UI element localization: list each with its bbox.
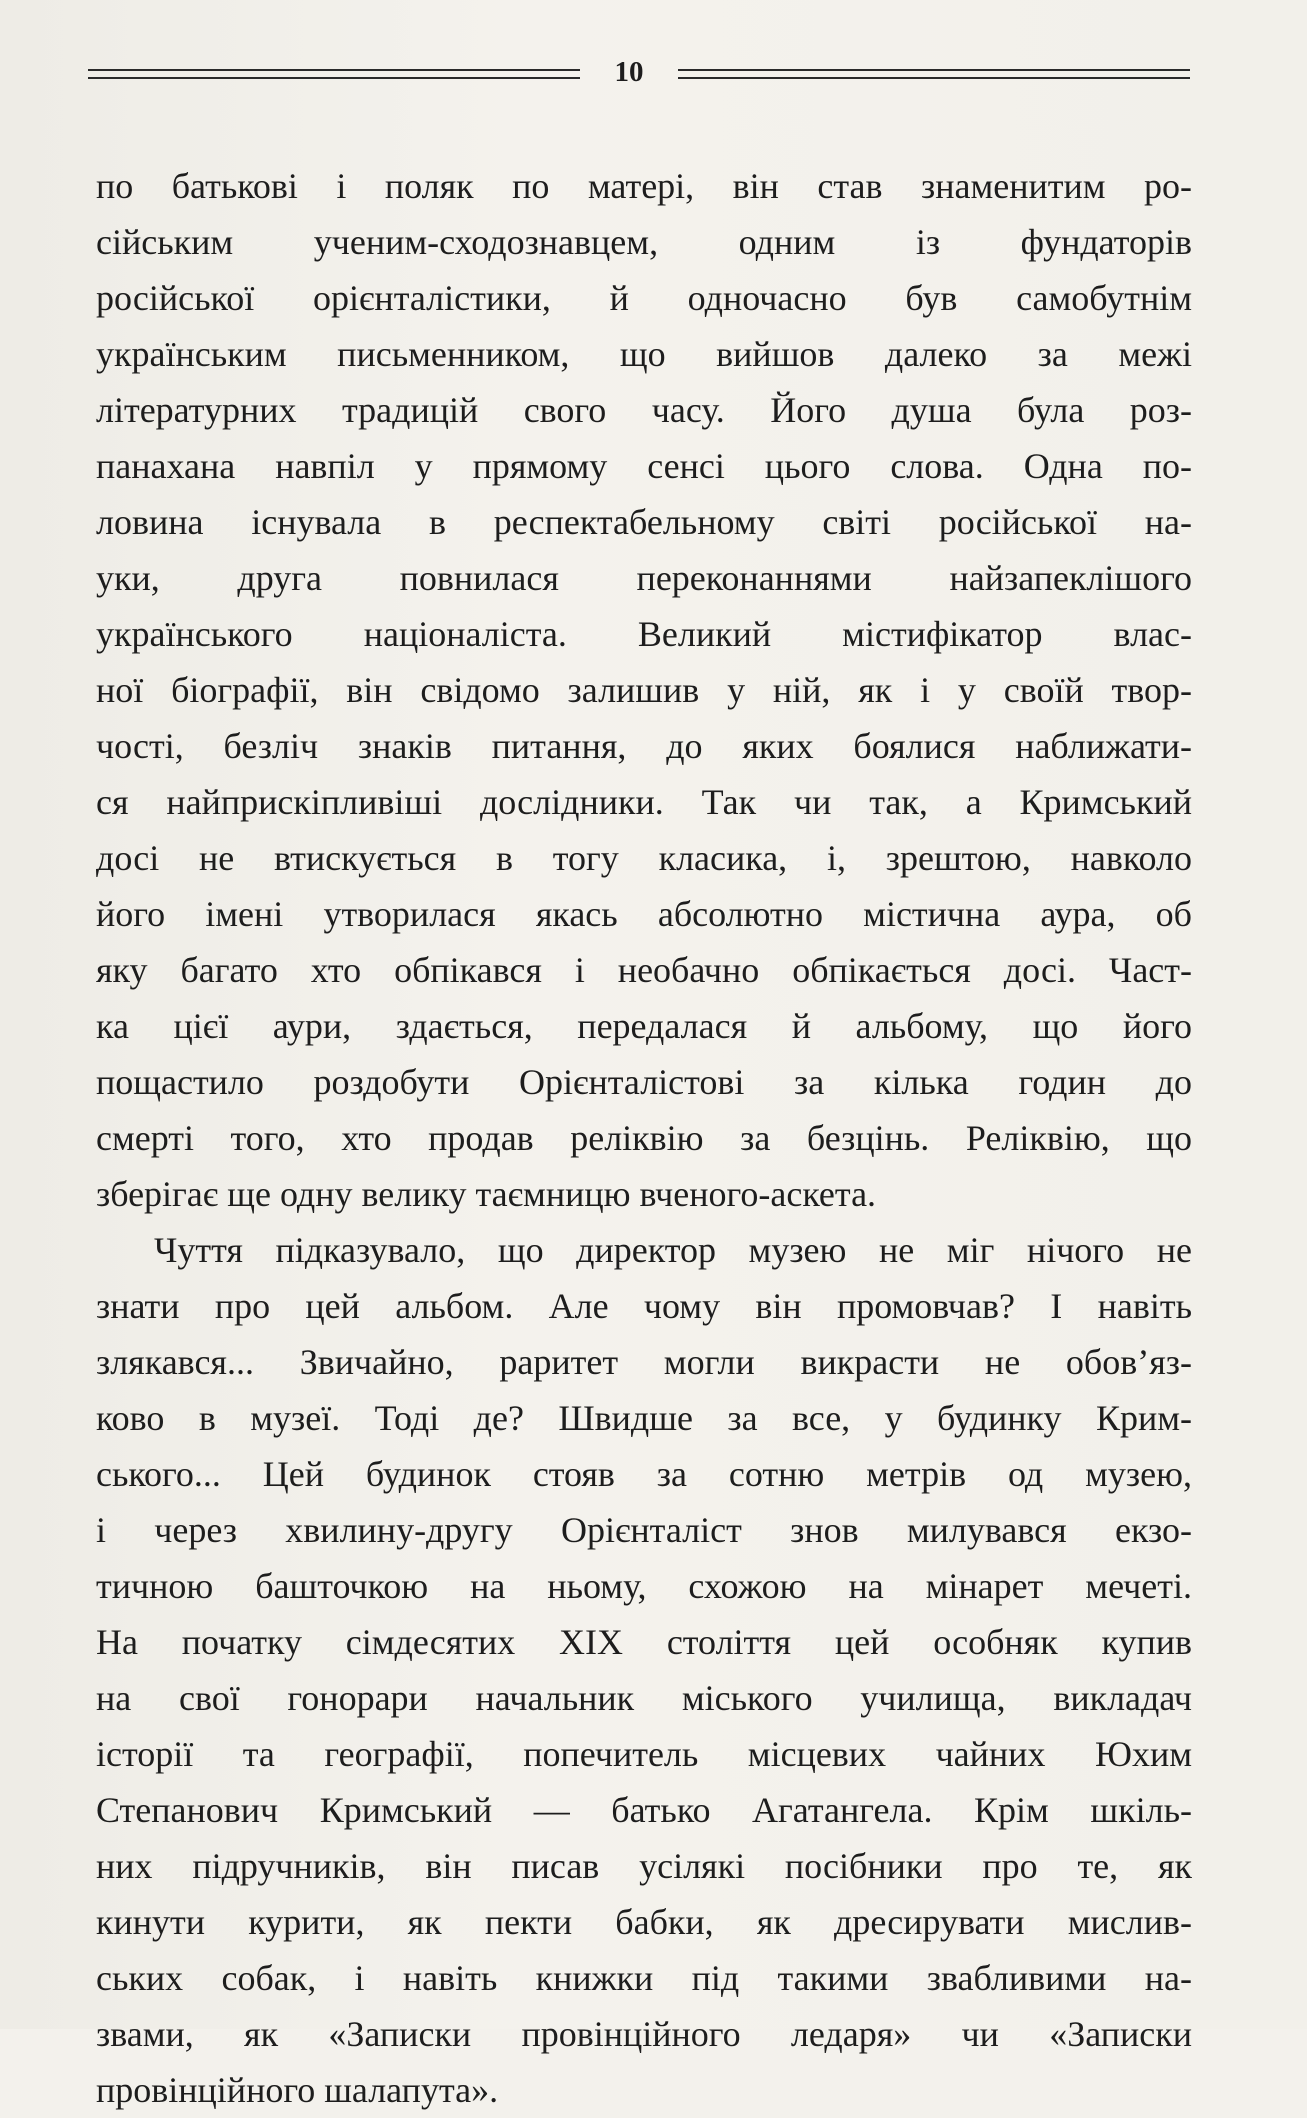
text-line: досі не втискується в тогу класика, і, зрештою, навколо [96,838,1192,878]
page-number: 10 [614,56,644,88]
text-line: на свої гонорари начальник міського училища, викладач [96,1678,1192,1718]
text-line: зберігає ще одну велику таємницю вченого-аскета. [96,1174,877,1214]
text-line: знати про цей альбом. Але чому він промовчав? І навіть [96,1286,1192,1326]
text-line: уки, друга повнилася переконаннями найзапеклішого [96,558,1192,598]
text-line: провінційного шалапута». [96,2070,499,2110]
header-rule-left [88,69,580,79]
text-line: ловина існувала в респектабельному світі російської на- [96,502,1192,542]
text-line: ка цієї аури, здається, передалася й альбому, що його [96,1006,1192,1046]
paragraph-1 [96,158,1192,1222]
text-line: українського націоналіста. Великий містифікатор влас- [96,614,1192,654]
text-line: ної біографії, він свідомо залишив у ній, як і у своїй твор- [96,670,1192,710]
text-line: тичною башточкою на ньому, схожою на мінарет мечеті. [96,1566,1192,1606]
text-line: них підручників, він писав усілякі посібники про те, як [96,1846,1192,1886]
text-line: звами, як «Записки провінційного ледаря» чи «Записки [96,2014,1192,2054]
text-line: ських собак, і навіть книжки під такими звабливими на- [96,1958,1192,1998]
text-line: українським письменником, що вийшов далеко за межі [96,334,1192,374]
text-line: ково в музеї. Тоді де? Швидше за все, у будинку Крим- [96,1398,1192,1438]
text-line: ся найприскіпливіші дослідники. Так чи так, а Кримський [96,782,1192,822]
text-line: смерті того, хто продав реліквію за безцінь. Реліквію, що [96,1118,1192,1158]
text-line: панахана навпіл у прямому сенсі цього слова. Одна по- [96,446,1192,486]
paragraph-2 [96,1222,1192,2118]
text-line: по батькові і поляк по матері, він став знаменитим ро- [96,166,1192,206]
text-line: кинути курити, як пекти бабки, як дресирувати мислив- [96,1902,1192,1942]
text-line: На початку сімдесятих XIX століття цей особняк купив [96,1622,1192,1662]
text-line: ського... Цей будинок стояв за сотню метрів од музею, [96,1454,1192,1494]
text-line: літературних традицій свого часу. Його душа була роз- [96,390,1192,430]
text-line: російської орієнталістики, й одночасно був самобутнім [96,278,1192,318]
text-line: сійським ученим-сходознавцем, одним із фундаторів [96,222,1192,262]
text-line: його імені утворилася якась абсолютно містична аура, об [96,894,1192,934]
text-line: і через хвилину-другу Орієнталіст знов милувався екзо- [96,1510,1192,1550]
header-rule-right [678,69,1190,79]
text-line: Степанович Кримський — батько Агатангела. Крім шкіль- [96,1790,1192,1830]
text-line: історії та географії, попечитель місцевих чайних Юхим [96,1734,1192,1774]
text-line: чості, безліч знаків питання, до яких боялися наближати- [96,726,1192,766]
page-header [88,52,1190,92]
text-line: Чуття підказувало, що директор музею не міг нічого не [154,1230,1192,1270]
text-line: пощастило роздобути Орієнталістові за кілька годин до [96,1062,1192,1102]
body-text [96,158,1192,2118]
text-line: яку багато хто обпікався і необачно обпікається досі. Част- [96,950,1192,990]
text-line: злякався... Звичайно, раритет могли викрасти не обов’яз- [96,1342,1192,1382]
